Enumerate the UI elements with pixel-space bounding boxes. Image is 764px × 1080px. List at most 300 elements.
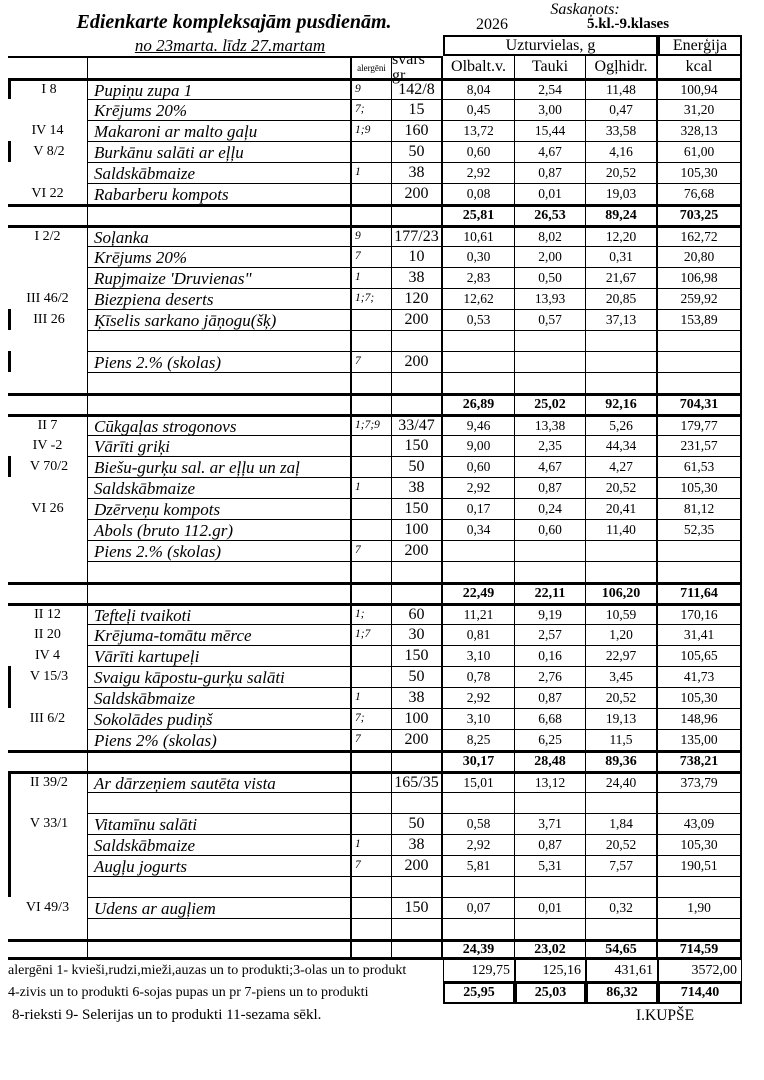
carbs-cell: 11,48 xyxy=(586,78,658,99)
protein-cell: 0,60 xyxy=(443,456,515,477)
dish-cell: Rupjmaize 'Druvienas" xyxy=(88,267,352,288)
fat-total-cell: 23,02 xyxy=(515,939,586,960)
protein-total-cell: 30,17 xyxy=(443,750,515,771)
code-cell: V 8/2 xyxy=(8,141,88,162)
energy-cell xyxy=(658,876,742,897)
energy-cell xyxy=(658,330,742,351)
protein-cell: 12,62 xyxy=(443,288,515,309)
carbs-total-cell: 92,16 xyxy=(586,393,658,414)
carbs-cell: 24,40 xyxy=(586,771,658,792)
energy-cell: 20,80 xyxy=(658,246,742,267)
protein-cell xyxy=(443,918,515,939)
code-cell xyxy=(8,162,88,183)
carbs-total-cell: 54,65 xyxy=(586,939,658,960)
carbs-cell xyxy=(586,351,658,372)
total-weight-cell xyxy=(392,750,443,771)
fat-cell: 0,24 xyxy=(515,498,586,519)
carbs-cell: 7,57 xyxy=(586,855,658,876)
code-cell xyxy=(8,561,88,582)
allergens-cell xyxy=(352,456,392,477)
dish-cell: Soļanka xyxy=(88,225,352,246)
total-allergens-cell xyxy=(352,750,392,771)
protein-cell: 3,10 xyxy=(443,708,515,729)
menu-table xyxy=(8,35,742,960)
weight-cell xyxy=(392,372,443,393)
energy-cell: 135,00 xyxy=(658,729,742,750)
allergens-cell: 1;7 xyxy=(352,624,392,645)
total-weight-cell xyxy=(392,582,443,603)
protein-cell: 2,83 xyxy=(443,267,515,288)
code-header-cell xyxy=(8,56,88,78)
weight-cell: 177/23 xyxy=(392,225,443,246)
weight-cell: 200 xyxy=(392,183,443,204)
carbs-cell: 22,97 xyxy=(586,645,658,666)
allergen-note-1: alergēni 1- kvieši,rudzi,mieži,auzas un to produkti;3-olas un to produkt xyxy=(8,963,407,978)
code-cell: V 15/3 xyxy=(8,666,88,687)
allergen-note-2: 4-zivis un to produkti 6-sojas pupas un pr 7-piens un to produkti xyxy=(8,985,369,1000)
energy-cell: 373,79 xyxy=(658,771,742,792)
dish-cell: Makaroni ar malto gaļu xyxy=(88,120,352,141)
energy-total-cell: 714,59 xyxy=(658,939,742,960)
classes-label: 5.kl.-9.klases xyxy=(586,16,670,32)
weight-cell: 30 xyxy=(392,624,443,645)
fat-cell: 2,57 xyxy=(515,624,586,645)
code-cell: IV -2 xyxy=(8,435,88,456)
energy-cell: 81,12 xyxy=(658,498,742,519)
carbs-cell: 1,84 xyxy=(586,813,658,834)
fat-cell: 3,71 xyxy=(515,813,586,834)
protein-cell: 8,25 xyxy=(443,729,515,750)
carbs-cell: 1,20 xyxy=(586,624,658,645)
weight-cell xyxy=(392,918,443,939)
allergens-cell: 9 xyxy=(352,225,392,246)
fat-cell: 13,38 xyxy=(515,414,586,435)
protein-cell: 2,92 xyxy=(443,162,515,183)
protein-week-avg-cell: 25,95 xyxy=(443,982,515,1004)
protein-cell: 8,04 xyxy=(443,78,515,99)
carbs-header: Ogļhidr. xyxy=(586,56,658,78)
dish-cell: Krējums 20% xyxy=(88,246,352,267)
weight-cell: 142/8 xyxy=(392,78,443,99)
energy-cell: 43,09 xyxy=(658,813,742,834)
allergens-cell xyxy=(352,771,392,792)
fat-cell xyxy=(515,792,586,813)
protein-cell: 0,34 xyxy=(443,519,515,540)
allergens-cell: 1;7; xyxy=(352,288,392,309)
carbs-cell xyxy=(586,561,658,582)
protein-cell xyxy=(443,561,515,582)
carbs-cell: 11,40 xyxy=(586,519,658,540)
dish-cell: Svaigu kāpostu-gurķu salāti xyxy=(88,666,352,687)
total-dish-cell xyxy=(88,750,352,771)
allergens-cell xyxy=(352,498,392,519)
fat-cell: 0,50 xyxy=(515,267,586,288)
allergens-cell: 1 xyxy=(352,267,392,288)
fat-cell: 0,87 xyxy=(515,162,586,183)
fat-cell: 2,00 xyxy=(515,246,586,267)
carbs-cell: 0,47 xyxy=(586,99,658,120)
energy-cell: 153,89 xyxy=(658,309,742,330)
protein-total-cell: 22,49 xyxy=(443,582,515,603)
energy-cell: 105,30 xyxy=(658,687,742,708)
allergens-cell xyxy=(352,666,392,687)
fat-week-avg-cell: 25,03 xyxy=(515,982,586,1004)
total-code-cell xyxy=(8,393,88,414)
carbs-cell: 20,52 xyxy=(586,687,658,708)
dish-cell: Rabarberu kompots xyxy=(88,183,352,204)
fat-cell xyxy=(515,351,586,372)
allergens-cell xyxy=(352,645,392,666)
weight-cell: 38 xyxy=(392,834,443,855)
fat-total-cell: 26,53 xyxy=(515,204,586,225)
carbs-cell: 0,31 xyxy=(586,246,658,267)
energy-unit-header: kcal xyxy=(658,56,742,78)
dish-cell: Piens 2.% (skolas) xyxy=(88,351,352,372)
carbs-cell: 19,13 xyxy=(586,708,658,729)
code-cell xyxy=(8,540,88,561)
protein-cell xyxy=(443,540,515,561)
protein-cell: 15,01 xyxy=(443,771,515,792)
energy-header: Enerģija xyxy=(658,35,742,56)
fat-cell xyxy=(515,330,586,351)
code-cell xyxy=(8,351,88,372)
energy-cell: 61,53 xyxy=(658,456,742,477)
allergens-cell: 7 xyxy=(352,855,392,876)
carbs-cell: 10,59 xyxy=(586,603,658,624)
fat-cell xyxy=(515,561,586,582)
dish-cell: Saldskābmaize xyxy=(88,477,352,498)
allergens-cell xyxy=(352,372,392,393)
allergens-cell: 7 xyxy=(352,540,392,561)
protein-cell: 10,61 xyxy=(443,225,515,246)
energy-cell: 179,77 xyxy=(658,414,742,435)
carbs-cell: 20,52 xyxy=(586,834,658,855)
energy-week-sum-cell: 3572,00 xyxy=(658,960,742,982)
date-range: no 23marta. līdz 27.martam xyxy=(134,36,326,55)
dish-cell: Abols (bruto 112.gr) xyxy=(88,519,352,540)
protein-cell xyxy=(443,792,515,813)
total-weight-cell xyxy=(392,939,443,960)
protein-cell: 0,60 xyxy=(443,141,515,162)
code-cell xyxy=(8,918,88,939)
fat-cell: 0,60 xyxy=(515,519,586,540)
allergens-cell xyxy=(352,792,392,813)
allergens-header: alergēni xyxy=(352,56,392,78)
protein-cell: 0,30 xyxy=(443,246,515,267)
dish-cell: Biešu-gurķu sal. ar eļļu un zaļ xyxy=(88,456,352,477)
dish-cell xyxy=(88,876,352,897)
fat-cell: 6,25 xyxy=(515,729,586,750)
energy-cell xyxy=(658,561,742,582)
dish-cell: Burkānu salāti ar eļļu xyxy=(88,141,352,162)
fat-total-cell: 22,11 xyxy=(515,582,586,603)
allergens-cell xyxy=(352,183,392,204)
weight-cell: 38 xyxy=(392,477,443,498)
fat-cell: 8,02 xyxy=(515,225,586,246)
fat-total-cell: 25,02 xyxy=(515,393,586,414)
carbs-cell: 20,52 xyxy=(586,477,658,498)
year-label: 2026 xyxy=(476,16,508,33)
fat-cell: 0,57 xyxy=(515,309,586,330)
fat-cell: 0,01 xyxy=(515,897,586,918)
fat-cell: 4,67 xyxy=(515,141,586,162)
allergens-cell xyxy=(352,519,392,540)
energy-cell: 76,68 xyxy=(658,183,742,204)
carbs-cell: 20,41 xyxy=(586,498,658,519)
approved-label: Saskaņots: xyxy=(550,1,620,18)
protein-total-cell: 26,89 xyxy=(443,393,515,414)
page-title: Edienkarte kompleksajām pusdienām. xyxy=(76,11,392,33)
carbs-cell: 20,85 xyxy=(586,288,658,309)
allergens-cell xyxy=(352,876,392,897)
energy-cell: 162,72 xyxy=(658,225,742,246)
dish-cell: Saldskābmaize xyxy=(88,834,352,855)
weight-cell: 38 xyxy=(392,687,443,708)
carbs-cell xyxy=(586,792,658,813)
carbs-cell: 4,16 xyxy=(586,141,658,162)
code-cell xyxy=(8,687,88,708)
energy-cell: 105,30 xyxy=(658,477,742,498)
weight-cell: 10 xyxy=(392,246,443,267)
weight-cell: 50 xyxy=(392,813,443,834)
dish-cell: Saldskābmaize xyxy=(88,162,352,183)
protein-cell: 0,08 xyxy=(443,183,515,204)
total-code-cell xyxy=(8,204,88,225)
protein-cell: 0,78 xyxy=(443,666,515,687)
weight-cell xyxy=(392,330,443,351)
code-cell: I 8 xyxy=(8,78,88,99)
dish-cell: Saldskābmaize xyxy=(88,687,352,708)
energy-cell: 61,00 xyxy=(658,141,742,162)
protein-cell: 13,72 xyxy=(443,120,515,141)
energy-cell: 231,57 xyxy=(658,435,742,456)
allergens-cell xyxy=(352,918,392,939)
energy-cell: 259,92 xyxy=(658,288,742,309)
code-cell xyxy=(8,267,88,288)
carbs-cell: 3,45 xyxy=(586,666,658,687)
total-dish-cell xyxy=(88,393,352,414)
protein-cell: 11,21 xyxy=(443,603,515,624)
weight-cell: 150 xyxy=(392,645,443,666)
energy-cell: 52,35 xyxy=(658,519,742,540)
total-code-cell xyxy=(8,939,88,960)
energy-cell: 31,41 xyxy=(658,624,742,645)
weight-cell: 100 xyxy=(392,519,443,540)
total-weight-cell xyxy=(392,393,443,414)
code-cell xyxy=(8,876,88,897)
fat-cell xyxy=(515,918,586,939)
dish-cell xyxy=(88,372,352,393)
protein-cell xyxy=(443,372,515,393)
energy-cell: 328,13 xyxy=(658,120,742,141)
code-cell: III 6/2 xyxy=(8,708,88,729)
allergens-cell: 1; xyxy=(352,603,392,624)
code-cell: II 12 xyxy=(8,603,88,624)
dish-header-cell xyxy=(88,56,352,78)
fat-cell: 3,00 xyxy=(515,99,586,120)
protein-total-cell: 25,81 xyxy=(443,204,515,225)
code-cell: II 39/2 xyxy=(8,771,88,792)
fat-cell: 13,12 xyxy=(515,771,586,792)
dish-cell: Udens ar augļiem xyxy=(88,897,352,918)
allergens-cell: 1;9 xyxy=(352,120,392,141)
carbs-total-cell: 89,36 xyxy=(586,750,658,771)
total-dish-cell xyxy=(88,204,352,225)
allergens-cell xyxy=(352,561,392,582)
protein-cell xyxy=(443,876,515,897)
total-dish-cell xyxy=(88,582,352,603)
dish-cell: Pupiņu zupa 1 xyxy=(88,78,352,99)
carbs-total-cell: 106,20 xyxy=(586,582,658,603)
code-cell xyxy=(8,99,88,120)
fat-week-sum-cell: 125,16 xyxy=(515,960,586,982)
allergens-cell: 1 xyxy=(352,834,392,855)
energy-cell xyxy=(658,792,742,813)
dish-cell: Piens 2% (skolas) xyxy=(88,729,352,750)
protein-cell: 3,10 xyxy=(443,645,515,666)
carbs-week-avg-cell: 86,32 xyxy=(586,982,658,1004)
code-cell xyxy=(8,246,88,267)
dish-cell: Tefteļi tvaikoti xyxy=(88,603,352,624)
energy-cell xyxy=(658,540,742,561)
protein-cell: 0,07 xyxy=(443,897,515,918)
allergens-cell xyxy=(352,813,392,834)
allergens-cell: 1;7;9 xyxy=(352,414,392,435)
fat-cell: 4,67 xyxy=(515,456,586,477)
nutrients-group-header: Uzturvielas, g xyxy=(443,35,658,56)
energy-cell xyxy=(658,351,742,372)
dish-cell: Piens 2.% (skolas) xyxy=(88,540,352,561)
energy-cell xyxy=(658,918,742,939)
energy-cell: 106,98 xyxy=(658,267,742,288)
code-cell: IV 14 xyxy=(8,120,88,141)
allergens-cell xyxy=(352,435,392,456)
carbs-cell xyxy=(586,918,658,939)
total-code-cell xyxy=(8,582,88,603)
dish-cell: Ar dārzeņiem sautēta vista xyxy=(88,771,352,792)
fat-cell: 6,68 xyxy=(515,708,586,729)
code-cell: III 46/2 xyxy=(8,288,88,309)
code-cell xyxy=(8,834,88,855)
energy-cell: 170,16 xyxy=(658,603,742,624)
dish-cell: Vitamīnu salāti xyxy=(88,813,352,834)
dish-cell xyxy=(88,792,352,813)
fat-cell: 9,19 xyxy=(515,603,586,624)
allergens-cell xyxy=(352,330,392,351)
allergens-cell: 7; xyxy=(352,708,392,729)
protein-header: Olbalt.v. xyxy=(443,56,515,78)
weight-cell: 50 xyxy=(392,456,443,477)
dish-cell: Cūkgaļas strogonovs xyxy=(88,414,352,435)
weight-cell xyxy=(392,561,443,582)
protein-week-sum-cell: 129,75 xyxy=(443,960,515,982)
protein-cell: 9,46 xyxy=(443,414,515,435)
code-cell xyxy=(8,372,88,393)
weight-cell: 150 xyxy=(392,435,443,456)
code-cell: IV 4 xyxy=(8,645,88,666)
fat-cell: 2,76 xyxy=(515,666,586,687)
fat-total-cell: 28,48 xyxy=(515,750,586,771)
signature: I.KUPŠE xyxy=(636,1007,695,1024)
allergens-cell: 7 xyxy=(352,246,392,267)
code-cell xyxy=(8,729,88,750)
total-weight-cell xyxy=(392,204,443,225)
fat-cell: 15,44 xyxy=(515,120,586,141)
energy-total-cell: 704,31 xyxy=(658,393,742,414)
code-cell: II 20 xyxy=(8,624,88,645)
fat-cell xyxy=(515,372,586,393)
fat-cell: 2,54 xyxy=(515,78,586,99)
weight-cell: 200 xyxy=(392,729,443,750)
carbs-cell: 21,67 xyxy=(586,267,658,288)
protein-cell: 2,92 xyxy=(443,477,515,498)
weight-cell: 60 xyxy=(392,603,443,624)
weight-cell: 150 xyxy=(392,498,443,519)
dish-cell: Krējuma-tomātu mērce xyxy=(88,624,352,645)
allergens-cell: 1 xyxy=(352,687,392,708)
protein-cell: 2,92 xyxy=(443,834,515,855)
code-cell: I 2/2 xyxy=(8,225,88,246)
dish-cell: Biezpiena deserts xyxy=(88,288,352,309)
total-code-cell xyxy=(8,750,88,771)
carbs-cell: 33,58 xyxy=(586,120,658,141)
carbs-cell xyxy=(586,876,658,897)
protein-cell: 2,92 xyxy=(443,687,515,708)
carbs-cell xyxy=(586,540,658,561)
weight-cell: 120 xyxy=(392,288,443,309)
fat-cell: 0,87 xyxy=(515,687,586,708)
dish-cell: Augļu jogurts xyxy=(88,855,352,876)
protein-total-cell: 24,39 xyxy=(443,939,515,960)
weight-cell: 50 xyxy=(392,141,443,162)
carbs-cell: 20,52 xyxy=(586,162,658,183)
code-cell: III 26 xyxy=(8,309,88,330)
fat-cell: 0,87 xyxy=(515,834,586,855)
dish-cell xyxy=(88,918,352,939)
fat-header: Tauki xyxy=(515,56,586,78)
weight-cell: 200 xyxy=(392,540,443,561)
code-cell xyxy=(8,792,88,813)
energy-cell: 105,30 xyxy=(658,834,742,855)
protein-cell: 9,00 xyxy=(443,435,515,456)
code-cell xyxy=(8,855,88,876)
code-cell: V 70/2 xyxy=(8,456,88,477)
energy-cell: 105,65 xyxy=(658,645,742,666)
fat-cell xyxy=(515,540,586,561)
weight-cell xyxy=(392,876,443,897)
carbs-cell: 4,27 xyxy=(586,456,658,477)
weight-cell: 150 xyxy=(392,897,443,918)
dish-cell: Krējums 20% xyxy=(88,99,352,120)
fat-cell: 0,87 xyxy=(515,477,586,498)
code-cell: V 33/1 xyxy=(8,813,88,834)
protein-cell: 0,58 xyxy=(443,813,515,834)
dish-cell: Vārīti griķi xyxy=(88,435,352,456)
weight-cell xyxy=(392,792,443,813)
carbs-cell xyxy=(586,330,658,351)
energy-total-cell: 703,25 xyxy=(658,204,742,225)
protein-cell: 0,17 xyxy=(443,498,515,519)
weight-cell: 200 xyxy=(392,309,443,330)
total-allergens-cell xyxy=(352,939,392,960)
total-dish-cell xyxy=(88,939,352,960)
carbs-cell: 19,03 xyxy=(586,183,658,204)
carbs-total-cell: 89,24 xyxy=(586,204,658,225)
weight-cell: 100 xyxy=(392,708,443,729)
energy-cell: 1,90 xyxy=(658,897,742,918)
protein-cell: 5,81 xyxy=(443,855,515,876)
code-cell: II 7 xyxy=(8,414,88,435)
